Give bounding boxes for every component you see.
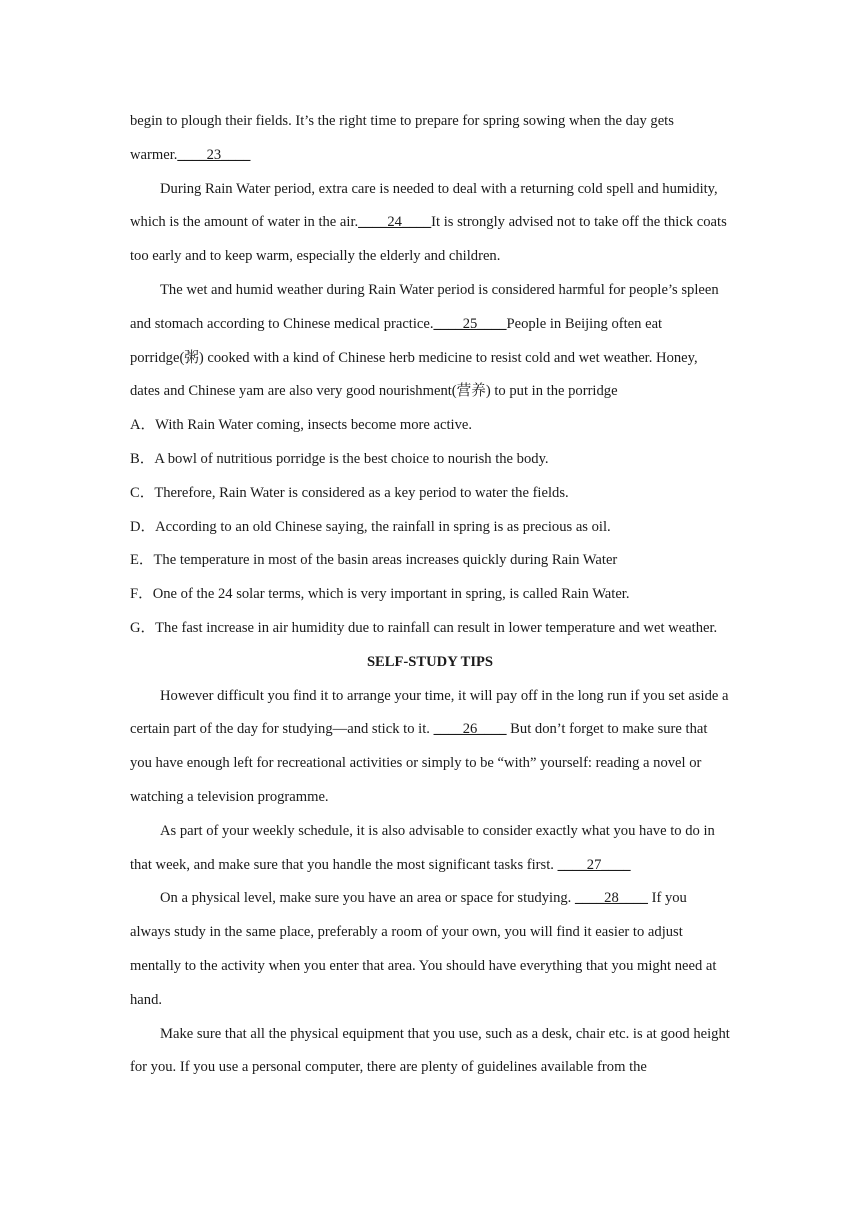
blank-28: ____28____ (574, 890, 648, 907)
paragraph-6 (130, 882, 730, 1017)
option-g: G．The fast increase in air humidity due to rainfall can result in lower temperature and wet weather. (130, 619, 718, 636)
paragraph-2-text-b: It is strongly advised not to take off the thick coats too early and to keep warm, especially the elderly and children. (130, 214, 727, 265)
paragraph-3-text-a: The wet and humid weather during Rain Water period is considered harmful for people’s spleen and stomach according to Chinese medical practice. (130, 281, 719, 332)
blank-27: ____27____ (557, 856, 631, 873)
paragraph-4-text-b: But don’t forget to make sure that you have enough left for recreational activities or simply to be “with” yourself: reading a novel or watching a television programme. (130, 721, 708, 805)
paragraph-6-text-b: If you always study in the same place, preferably a room of your own, you will find it easier to adjust mentally to the activity when you enter that area. You should have everything that you might need at hand. (130, 890, 717, 1008)
paragraph-1-text: begin to plough their fields. It’s the right time to prepare for spring sowing when the day gets warmer. (130, 113, 674, 163)
paragraph-4 (130, 680, 730, 815)
paragraph-1 (130, 105, 730, 173)
paragraph-5-text: As part of your weekly schedule, it is also advisable to consider exactly what you have to do in that week, and make sure that you handle the most significant tasks first. (130, 822, 715, 873)
option-a: A．With Rain Water coming, insects become more active. (130, 417, 473, 434)
option-c: C．Therefore, Rain Water is considered as a key period to water the fields. (130, 484, 569, 501)
paragraph-5 (130, 815, 730, 883)
paragraph-3 (130, 274, 730, 409)
blank-23: ____23____ (177, 146, 251, 163)
option-f: F．One of the 24 solar terms, which is very important in spring, is called Rain Water. (130, 586, 630, 603)
document-body (130, 105, 730, 1085)
option-b: B．A bowl of nutritious porridge is the best choice to nourish the body. (130, 450, 549, 467)
paragraph-2 (130, 173, 730, 274)
paragraph-4-text-a: However difficult you find it to arrange your time, it will pay off in the long run if you set aside a certain part of the day for studying—and stick to it. (130, 687, 729, 738)
paragraph-2-text-a: During Rain Water period, extra care is needed to deal with a returning cold spell and humidity, which is the amount of water in the air. (130, 180, 718, 231)
paragraph-3-text-b: People in Beijing often eat porridge(粥) cooked with a kind of Chinese herb medicine to resist cold and wet weather. Honey, dates and Chinese yam are also very good nourishment(营养) to put in the porridge (130, 315, 698, 400)
section-title: SELF-STUDY TIPS (366, 653, 494, 670)
blank-25: ____25____ (433, 315, 507, 332)
option-e: E．The temperature in most of the basin areas increases quickly during Rain Water (130, 552, 618, 569)
blank-26: ____26____ (433, 721, 507, 738)
blank-24: ____24____ (358, 214, 432, 231)
paragraph-7: Make sure that all the physical equipment that you use, such as a desk, chair etc. is at good height for you. If you use a personal computer, there are plenty of guidelines available from the (130, 1025, 730, 1076)
option-d: D．According to an old Chinese saying, the rainfall in spring is as precious as oil. (130, 518, 611, 535)
paragraph-6-text-a: On a physical level, make sure you have an area or space for studying. (160, 890, 575, 907)
